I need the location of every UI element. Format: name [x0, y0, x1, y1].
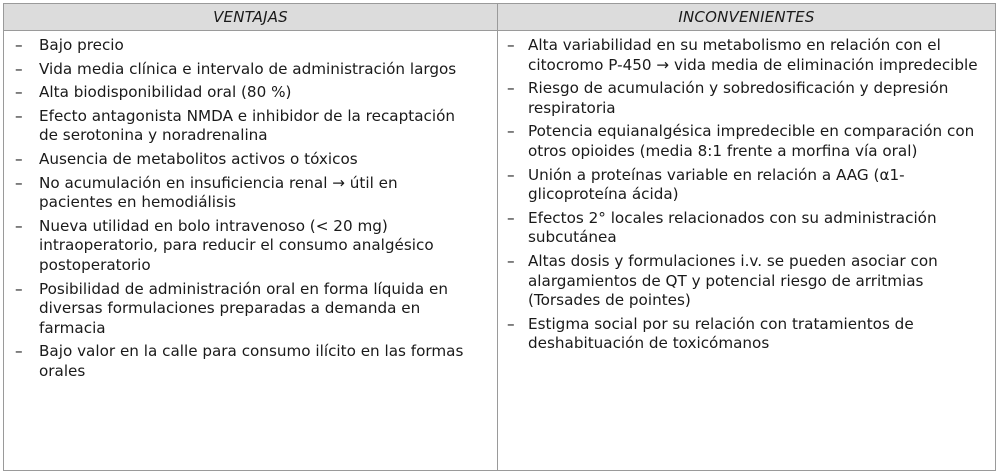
item-text: Potencia equianalgésica impredecible en comparación con otros opioides (media 8:1 frente a morfina vía oral) [528, 122, 975, 160]
list-item [4, 342, 497, 381]
bullet-dash: – [15, 173, 23, 192]
item-text: Efecto antagonista NMDA e inhibidor de la recaptación de serotonina y noradrenalina [39, 106, 455, 145]
list-item [4, 83, 497, 103]
bullet-dash: – [507, 208, 515, 227]
bullet-dash: – [15, 342, 23, 361]
item-text: Bajo valor en la calle para consumo ilícito en las formas orales [39, 342, 464, 380]
bullet-dash: – [15, 59, 23, 78]
bullet-dash: – [507, 165, 515, 184]
inconvenientes-column [498, 31, 995, 470]
list-item [4, 217, 497, 276]
list-item [498, 79, 995, 118]
item-text: Vida media clínica e intervalo de administración largos [39, 59, 457, 78]
bullet-dash: – [15, 83, 23, 102]
list-item [498, 122, 995, 161]
item-text: Nueva utilidad en bolo intravenoso (< 20 mg) intraoperatorio, para reducir el consumo analgésico postoperatorio [39, 216, 434, 274]
list-item [498, 209, 995, 248]
item-text: Bajo precio [39, 36, 124, 54]
item-text: Alta variabilidad en su metabolismo en relación con el citocromo P-450 → vida media de eliminación impredecible [528, 36, 978, 74]
ventajas-column [4, 31, 498, 470]
header-inconvenientes: INCONVENIENTES [498, 4, 995, 31]
bullet-dash: – [507, 36, 515, 54]
item-text: No acumulación en insuficiencia renal → útil en pacientes en hemodiálisis [39, 173, 398, 212]
item-text: Altas dosis y formulaciones i.v. se pueden asociar con alargamientos de QT y potencial riesgo de arritmias (Torsades de pointes) [528, 251, 938, 310]
list-item [498, 166, 995, 205]
item-text: Posibilidad de administración oral en forma líquida en diversas formulaciones preparadas a demanda en farmacia [39, 279, 449, 337]
list-item [4, 36, 497, 56]
list-item [4, 107, 497, 146]
bullet-dash: – [15, 216, 23, 235]
list-item [4, 150, 497, 170]
item-text: Ausencia de metabolitos activos o tóxicos [39, 149, 358, 168]
bullet-dash: – [507, 314, 515, 333]
bullet-dash: – [15, 106, 23, 125]
item-text: Alta biodisponibilidad oral (80 %) [39, 83, 292, 102]
list-item [498, 36, 995, 75]
list-item [4, 280, 497, 339]
list-item [4, 174, 497, 213]
item-text: Estigma social por su relación con tratamientos de deshabituación de toxicómanos [528, 314, 914, 353]
list-item [498, 252, 995, 311]
item-text: Unión a proteínas variable en relación a AAG (α1-glicoproteína ácida) [528, 165, 905, 204]
bullet-dash: – [15, 36, 23, 54]
item-text: Efectos 2° locales relacionados con su administración subcutánea [528, 208, 937, 247]
list-item [498, 315, 995, 354]
bullet-dash: – [507, 122, 515, 141]
bullet-dash: – [15, 279, 23, 298]
comparison-table [3, 3, 996, 471]
list-item [4, 60, 497, 80]
bullet-dash: – [507, 251, 515, 270]
bullet-dash: – [15, 149, 23, 168]
item-text: Riesgo de acumulación y sobredosificación y depresión respiratoria [528, 79, 949, 117]
bullet-dash: – [507, 79, 515, 98]
header-ventajas: VENTAJAS [4, 4, 498, 31]
